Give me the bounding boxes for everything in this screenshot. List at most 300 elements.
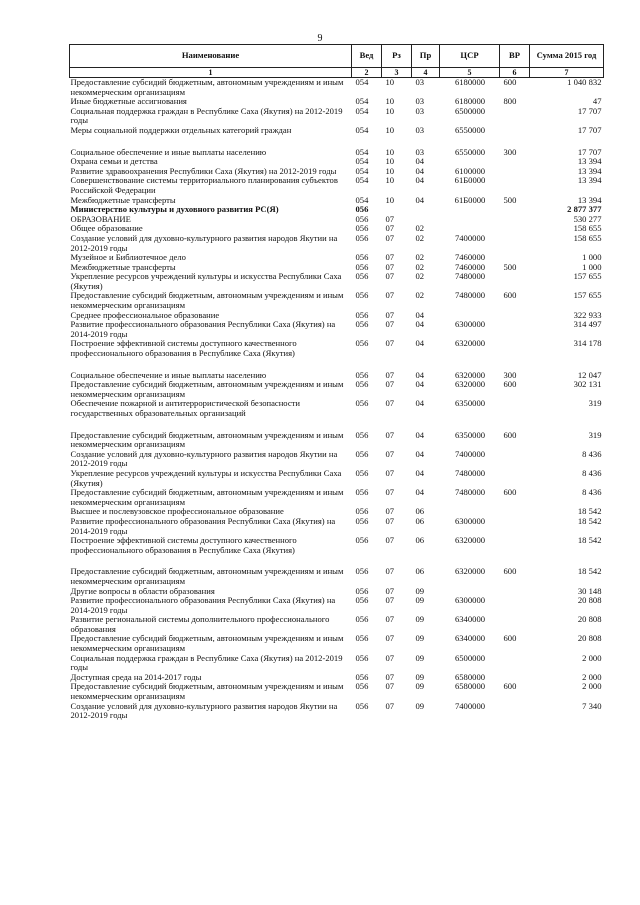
column-number: 3 [382,68,412,78]
row-pr-cell: 04 [415,309,425,320]
table-row [70,517,604,536]
row-ved-cell: 056 [355,487,369,498]
row-pr-cell: 04 [415,165,425,176]
row-ved-cell: 056 [355,319,369,330]
row-sum-cell: 2 000 [582,652,602,663]
row-rz-cell: 07 [385,309,395,320]
table-header [70,45,604,78]
row-rz-cell: 07 [385,369,395,380]
table-row [70,380,604,399]
row-rz-cell: 07 [385,271,395,282]
row-ved-cell: 056 [355,700,369,711]
row-name-cell: Совершенствование системы территориального планирования субъектов Российской Федерации [70,175,338,195]
row-name-cell: Межбюджетные трансферты [70,194,176,205]
column-number: 2 [352,68,382,78]
row-csr-cell: 7480000 [454,467,486,478]
column-number: 7 [530,68,604,78]
budget-table [69,44,604,721]
row-pr-cell: 02 [415,232,425,243]
column-header-sum: Сумма 2015 год [530,45,604,68]
row-name-cell: Социальная поддержка граждан в Республике Саха (Якутия) на 2012-2019 годы [70,105,343,126]
row-rz-cell: 07 [385,319,395,330]
row-csr-cell: 6320000 [454,379,486,390]
row-name-cell: Развитие профессионального образования Республики Саха (Якутия) на 2014-2019 годы [70,319,336,339]
row-csr-cell: 6350000 [454,398,486,409]
row-csr-cell: 6550000 [454,124,486,135]
row-vr-cell [500,107,530,126]
row-vr-cell [500,157,530,167]
row-ved-cell: 054 [355,146,369,157]
row-name-cell: Межбюджетные трансферты [70,261,176,272]
row-vr-cell [500,320,530,339]
row-pr-cell: 09 [415,671,425,682]
row-pr-cell: 04 [415,156,425,167]
row-sum-cell: 18 542 [577,535,602,546]
row-vr-cell [500,702,530,721]
row-rz-cell: 07 [385,681,395,692]
row-sum-cell: 530 277 [573,213,602,224]
row-name-cell: Укрепление ресурсов учреждений культуры и искусства Республики Саха (Якутия) [70,467,342,488]
table-row [70,567,604,586]
row-pr-cell: 06 [415,506,425,517]
row-pr-cell: 03 [415,96,425,107]
row-vr-cell [500,167,530,177]
row-rz-cell: 07 [385,379,395,390]
row-sum-cell: 322 933 [573,309,602,320]
row-pr-cell: 04 [415,448,425,459]
row-ved-cell: 056 [355,271,369,282]
row-csr-cell [440,205,500,215]
row-pr-cell: 09 [415,700,425,711]
row-sum-cell: 17 707 [577,124,602,135]
row-ved-cell: 056 [355,515,369,526]
table-row [70,634,604,653]
row-ved-cell: 056 [355,261,369,272]
row-rz-cell: 07 [385,338,395,349]
row-sum-cell: 8 436 [582,467,602,478]
row-ved-cell: 056 [355,448,369,459]
row-name-cell: Развитие профессионального образования Республики Саха (Якутия) на 2014-2019 годы [70,515,336,536]
row-vr-cell [500,450,530,469]
row-rz-cell: 10 [385,194,395,205]
row-name-cell: Обеспечение пожарной и антитеррористической безопасности государственных образовательных организаций [70,398,300,418]
row-sum-cell: 20 808 [577,595,602,606]
row-pr-cell: 03 [415,77,425,87]
row-sum-cell: 319 [588,398,602,409]
row-pr-cell: 06 [415,515,425,526]
column-header-rz: Рз [382,45,412,68]
row-ved-cell: 056 [355,223,369,234]
row-vr-cell [500,654,530,673]
row-sum-cell: 7 340 [582,700,602,711]
row-name-cell: Предоставление субсидий бюджетным, автономным учреждениям и иным некоммерческим организациям [70,379,344,399]
row-csr-cell: 6320000 [454,566,486,577]
row-csr-cell: 6300000 [454,319,486,330]
row-name-cell: Построение эффективной системы доступного качественного профессионального образования в Республике Саха (Якутия) [70,338,297,359]
row-vr-cell: 600 [503,487,517,498]
row-name-cell: Охрана семьи и детства [70,156,158,167]
row-ved-cell: 054 [355,165,369,176]
row-ved-cell: 056 [355,681,369,692]
table-row [70,431,604,450]
row-csr-cell: 6500000 [454,105,486,116]
row-csr-cell: 6350000 [454,429,486,440]
row-pr-cell: 09 [415,681,425,692]
row-name-cell: Предоставление субсидий бюджетным, автономным учреждениям и иным некоммерческим организациям [70,77,344,97]
row-ved-cell: 056 [355,429,369,440]
row-vr-cell: 800 [503,96,517,107]
row-pr-cell: 04 [415,429,425,440]
row-name-cell: Социальное обеспечение и иные выплаты населению [70,146,267,157]
row-pr-cell: 03 [415,124,425,135]
row-vr-cell [500,176,530,195]
row-rz-cell: 07 [385,487,395,498]
row-csr-cell: 61Б0000 [454,175,486,186]
row-ved-cell: 056 [355,338,369,349]
row-pr-cell: 09 [415,652,425,663]
row-rz-cell: 10 [385,156,395,167]
table-row [70,291,604,310]
row-csr-cell: 7400000 [454,700,486,711]
column-header-csr: ЦСР [440,45,500,68]
row-ved-cell: 056 [355,369,369,380]
row-vr-cell [500,596,530,615]
table-row [70,536,604,567]
row-csr-cell: 6180000 [454,77,486,87]
row-name-cell: Среднее профессиональное образование [70,309,220,320]
row-sum-cell: 13 394 [577,156,602,167]
column-number: 5 [440,68,500,78]
row-sum-cell: 13 394 [577,194,602,205]
row-ved-cell: 056 [355,595,369,606]
row-name-cell: Предоставление субсидий бюджетным, автономным учреждениям и иным некоммерческим организациям [70,566,344,586]
row-rz-cell: 07 [385,585,395,596]
row-ved-cell: 056 [355,290,369,301]
row-vr-cell: 600 [503,633,517,644]
row-sum-cell: 314 497 [573,319,602,330]
row-vr-cell [500,311,530,321]
row-name-cell: Доступная среда на 2014-2017 годы [70,671,202,682]
row-vr-cell: 600 [503,429,517,440]
row-name-cell: Создание условий для духовно-культурного развития народов Якутии на 2012-2019 годы [70,448,338,469]
row-ved-cell: 056 [355,232,369,243]
table-row [70,399,604,430]
row-pr-cell: 09 [415,595,425,606]
row-ved-cell: 056 [355,252,369,263]
row-vr-cell [500,272,530,291]
column-header-name: Наименование [70,45,352,68]
table-row [70,107,604,126]
row-csr-cell: 6550000 [454,146,486,157]
row-ved-cell: 054 [355,105,369,116]
row-rz-cell: 07 [385,252,395,263]
row-vr-cell: 600 [503,290,517,301]
row-name-cell: Общее образование [70,223,143,234]
row-ved-cell: 056 [355,566,369,577]
row-vr-cell: 500 [503,194,517,205]
table-body [70,78,604,721]
row-vr-cell: 300 [503,146,517,157]
row-rz-cell: 07 [385,506,395,517]
row-vr-cell [500,469,530,488]
row-name-cell: Предоставление субсидий бюджетным, автономным учреждениям и иным некоммерческим организациям [70,681,344,702]
column-number: 4 [412,68,440,78]
row-sum-cell: 2 000 [582,681,602,692]
row-rz-cell: 10 [385,146,395,157]
row-ved-cell: 056 [355,671,369,682]
row-rz-cell: 10 [385,105,395,116]
row-name-cell: Социальное обеспечение и иные выплаты населению [70,369,267,380]
table-row [70,450,604,469]
row-ved-cell: 054 [355,194,369,205]
table-row [70,682,604,701]
row-csr-cell: 6320000 [454,338,486,349]
row-sum-cell: 12 047 [577,369,602,380]
table-row [70,339,604,370]
table-row [70,176,604,195]
row-name-cell: Развитие региональной системы дополнительного профессионального образования [70,614,330,634]
row-rz-cell: 07 [385,633,395,644]
row-name-cell: Укрепление ресурсов учреждений культуры и искусства Республики Саха (Якутия) [70,271,342,291]
column-header-vr: ВР [500,45,530,68]
row-csr-cell: 6320000 [454,369,486,380]
row-pr-cell: 06 [415,566,425,577]
row-ved-cell: 056 [355,652,369,663]
row-vr-cell [500,224,530,234]
row-sum-cell: 158 655 [573,232,602,243]
row-ved-cell: 056 [355,204,369,215]
row-ved-cell: 056 [355,379,369,390]
row-sum-cell: 8 436 [582,487,602,498]
row-csr-cell: 61Б0000 [454,194,486,205]
row-name-cell: Социальная поддержка граждан в Республике Саха (Якутия) на 2012-2019 годы [70,652,343,673]
row-sum-cell: 157 655 [573,290,602,301]
page-number: 9 [317,33,323,44]
row-name-cell: Построение эффективной системы доступного качественного профессионального образования в Республике Саха (Якутия) [70,535,297,555]
row-rz-cell: 07 [385,232,395,243]
row-pr-cell: 03 [415,146,425,157]
row-rz-cell: 07 [385,700,395,711]
row-csr-cell [440,215,500,225]
row-csr-cell: 6300000 [454,595,486,606]
row-pr-cell: 09 [415,633,425,644]
row-csr-cell: 6580000 [454,681,486,692]
row-csr-cell: 7480000 [454,487,486,498]
row-sum-cell: 30 148 [577,585,602,596]
row-rz-cell: 07 [385,467,395,478]
row-pr-cell [412,205,440,215]
row-rz-cell: 07 [385,213,395,224]
row-sum-cell: 1 040 832 [567,77,602,87]
row-vr-cell [500,215,530,225]
row-sum-cell: 18 542 [577,566,602,577]
column-number: 1 [70,68,352,78]
row-pr-cell: 09 [415,585,425,596]
row-sum-cell: 47 [592,96,602,107]
row-name-cell: Создание условий для духовно-культурного развития народов Якутии на 2012-2019 годы [70,700,338,721]
row-vr-cell [500,615,530,634]
row-name-cell: Предоставление субсидий бюджетным, автономным учреждениям и иным некоммерческим организациям [70,290,344,311]
row-rz-cell: 07 [385,290,395,301]
row-ved-cell: 056 [355,309,369,320]
row-pr-cell: 02 [415,223,425,234]
column-header-pr: Пр [412,45,440,68]
row-vr-cell [500,339,530,370]
row-rz-cell: 10 [385,96,395,107]
row-sum-cell: 20 808 [577,614,602,625]
row-vr-cell [500,517,530,536]
row-name-cell: Создание условий для духовно-культурного развития народов Якутии на 2012-2019 годы [70,232,338,253]
row-name-cell: Высшее и послевузовское профессиональное образование [70,506,284,517]
row-ved-cell: 056 [355,614,369,625]
row-rz-cell: 10 [385,165,395,176]
row-ved-cell: 056 [355,213,369,224]
row-csr-cell: 7480000 [454,290,486,301]
row-sum-cell: 2 877 377 [567,204,602,215]
row-rz-cell: 10 [385,175,395,186]
row-name-cell: Предоставление субсидий бюджетным, автономным учреждениям и иным некоммерческим организациям [70,633,344,654]
table-row [70,234,604,253]
row-pr-cell: 02 [415,290,425,301]
row-rz-cell: 07 [385,566,395,577]
row-name-cell: Другие вопросы в области образования [70,585,215,596]
table-row [70,469,604,488]
row-rz-cell: 07 [385,595,395,606]
row-sum-cell: 8 436 [582,448,602,459]
row-vr-cell [500,507,530,517]
row-name-cell: Развитие здравоохранения Республики Саха (Якутия) на 2012-2019 годы [70,165,337,176]
row-vr-cell: 600 [503,77,517,87]
row-pr-cell: 04 [415,379,425,390]
row-csr-cell: 6500000 [454,652,486,663]
row-sum-cell: 1 000 [582,252,602,263]
row-vr-cell [500,399,530,430]
row-sum-cell: 1 000 [582,261,602,272]
row-pr-cell: 04 [415,319,425,330]
row-csr-cell: 6580000 [454,671,486,682]
row-rz-cell: 10 [385,124,395,135]
row-pr-cell: 03 [415,105,425,116]
row-csr-cell: 7460000 [454,261,486,272]
row-vr-cell [500,205,530,215]
row-ved-cell: 056 [355,467,369,478]
row-ved-cell: 056 [355,633,369,644]
row-sum-cell: 20 808 [577,633,602,644]
row-name-cell: Предоставление субсидий бюджетным, автономным учреждениям и иным некоммерческим организациям [70,429,344,450]
row-vr-cell: 600 [503,379,517,390]
row-csr-cell: 6300000 [454,515,486,526]
row-vr-cell: 300 [503,369,517,380]
row-sum-cell: 13 394 [577,175,602,186]
column-number: 6 [500,68,530,78]
row-ved-cell: 056 [355,398,369,409]
row-rz-cell: 07 [385,448,395,459]
row-rz-cell: 07 [385,429,395,440]
row-pr-cell: 02 [415,271,425,282]
row-vr-cell: 600 [503,566,517,577]
row-rz-cell: 07 [385,614,395,625]
row-csr-cell: 7400000 [454,448,486,459]
table-row [70,702,604,721]
row-ved-cell: 056 [355,585,369,596]
column-header-ved: Вед [352,45,382,68]
table-row [70,126,604,148]
row-csr-cell: 6340000 [454,614,486,625]
row-pr-cell: 09 [415,614,425,625]
table-row [70,596,604,615]
table-row [70,654,604,673]
row-ved-cell: 056 [355,535,369,546]
row-sum-cell: 18 542 [577,515,602,526]
row-pr-cell: 02 [415,252,425,263]
table-row [70,488,604,507]
row-sum-cell: 2 000 [582,671,602,682]
row-rz-cell: 10 [385,77,395,87]
row-sum-cell: 158 655 [573,223,602,234]
row-rz-cell: 07 [385,398,395,409]
row-ved-cell: 054 [355,77,369,87]
row-sum-cell: 319 [588,429,602,440]
row-rz-cell: 07 [385,535,395,546]
row-vr-cell [500,536,530,567]
row-csr-cell: 6180000 [454,96,486,107]
table-row [70,320,604,339]
row-sum-cell: 314 178 [573,338,602,349]
table-row [70,215,604,225]
row-sum-cell: 17 707 [577,146,602,157]
row-name-cell: ОБРАЗОВАНИЕ [70,213,131,224]
row-rz-cell: 07 [385,223,395,234]
row-pr-cell: 04 [415,338,425,349]
row-csr-cell: 7480000 [454,271,486,282]
row-sum-cell: 18 542 [577,506,602,517]
row-sum-cell: 17 707 [577,105,602,116]
row-csr-cell: 6340000 [454,633,486,644]
row-ved-cell: 054 [355,175,369,186]
row-rz-cell: 07 [385,515,395,526]
row-pr-cell: 04 [415,175,425,186]
row-pr-cell: 06 [415,535,425,546]
row-pr-cell: 04 [415,487,425,498]
row-vr-cell: 500 [503,261,517,272]
row-name-cell: Музейное и Библиотечное дело [70,252,186,263]
table-row [70,205,604,215]
row-csr-cell: 6100000 [454,165,486,176]
row-rz-cell: 07 [385,261,395,272]
row-vr-cell [500,126,530,148]
row-csr-cell: 7460000 [454,252,486,263]
row-sum-cell: 157 655 [573,271,602,282]
row-csr-cell: 7400000 [454,232,486,243]
row-sum-cell: 13 394 [577,165,602,176]
table-row [70,78,604,98]
row-ved-cell: 054 [355,96,369,107]
row-pr-cell: 04 [415,369,425,380]
row-ved-cell: 054 [355,156,369,167]
table-row [70,272,604,291]
row-pr-cell: 04 [415,467,425,478]
row-pr-cell: 04 [415,194,425,205]
row-name-cell: Иные бюджетные ассигнования [70,96,187,107]
row-name-cell: Министерство культуры и духовного развития РС(Я) [70,204,279,215]
row-name-cell: Предоставление субсидий бюджетным, автономным учреждениям и иным некоммерческим организациям [70,487,344,507]
table-row [70,615,604,634]
row-name-cell: Развитие профессионального образования Республики Саха (Якутия) на 2014-2019 годы [70,595,336,615]
row-ved-cell: 056 [355,506,369,517]
row-vr-cell: 600 [503,681,517,692]
row-vr-cell [500,234,530,253]
row-rz-cell: 07 [385,671,395,682]
